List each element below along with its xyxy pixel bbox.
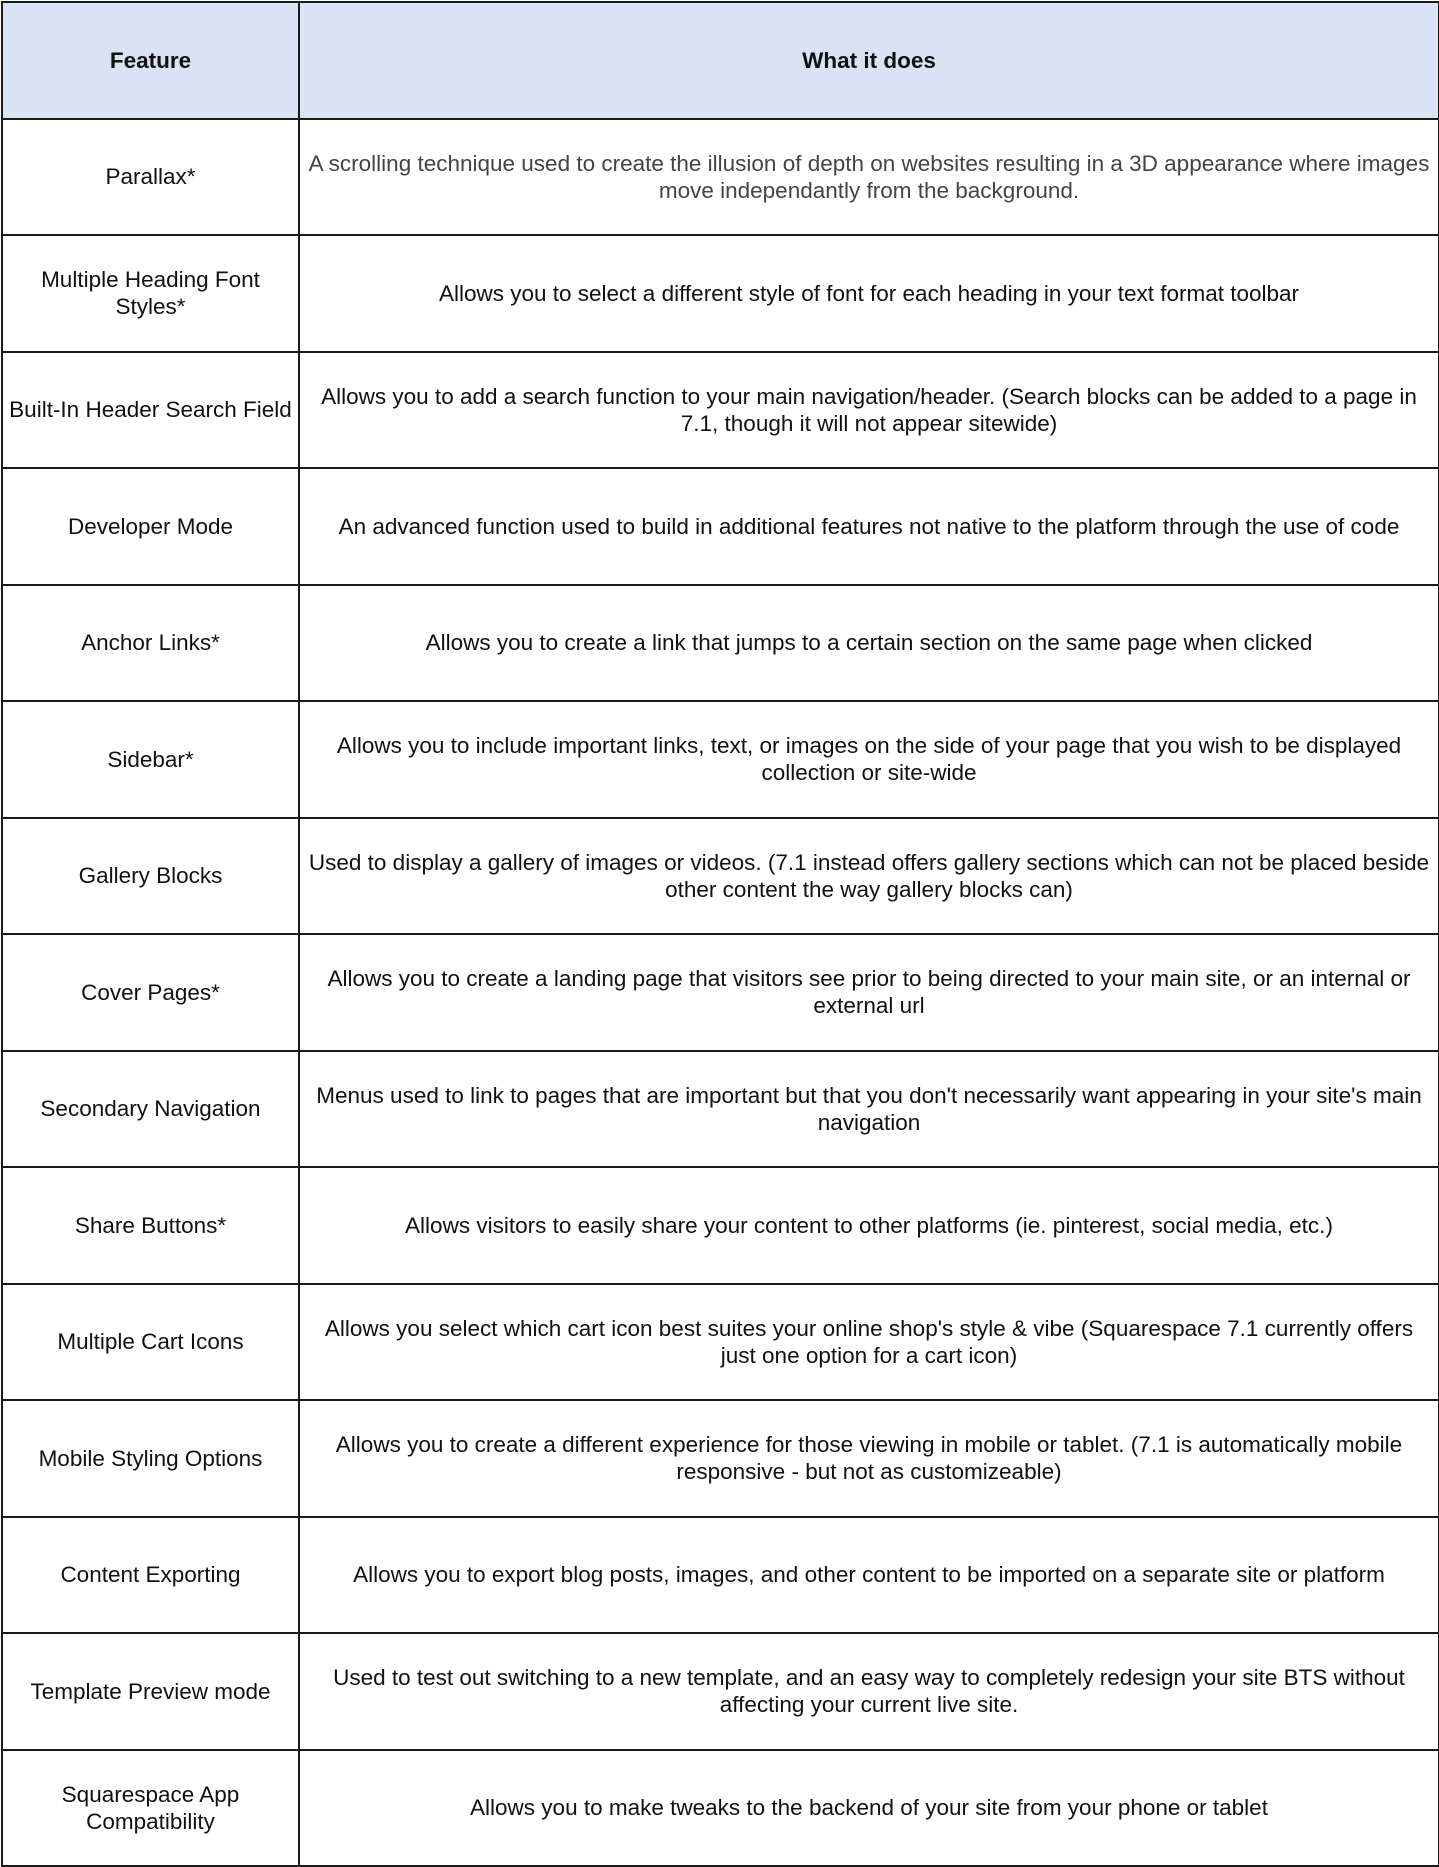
table-row: [2, 1167, 1439, 1284]
description-cell: Allows you select which cart icon best suites your online shop's style & vibe (Squarespace 7.1 currently offers just one option for a cart icon): [299, 1284, 1439, 1401]
table-row: [2, 352, 1439, 469]
table-row: [2, 119, 1439, 236]
feature-cell: Multiple Heading Font Styles*: [2, 235, 299, 352]
table-row: [2, 1750, 1439, 1867]
feature-cell: Anchor Links*: [2, 585, 299, 702]
description-cell: Used to display a gallery of images or videos. (7.1 instead offers gallery sections which can not be placed beside other content the way gallery blocks can): [299, 818, 1439, 935]
table-row: [2, 1051, 1439, 1168]
table-row: [2, 1517, 1439, 1634]
feature-cell: Squarespace App Compatibility: [2, 1750, 299, 1867]
header-what-it-does: What it does: [299, 2, 1439, 119]
description-cell: Allows you to select a different style of font for each heading in your text format toolbar: [299, 235, 1439, 352]
header-feature: Feature: [2, 2, 299, 119]
description-cell: A scrolling technique used to create the illusion of depth on websites resulting in a 3D appearance where images move independantly from the background.: [299, 119, 1439, 236]
description-cell: Allows you to add a search function to your main navigation/header. (Search blocks can be added to a page in 7.1, though it will not appear sitewide): [299, 352, 1439, 469]
table-row: [2, 934, 1439, 1051]
table-row: [2, 235, 1439, 352]
description-cell: Allows you to make tweaks to the backend of your site from your phone or tablet: [299, 1750, 1439, 1867]
table-row: [2, 1633, 1439, 1750]
feature-cell: Cover Pages*: [2, 934, 299, 1051]
table-row: [2, 701, 1439, 818]
feature-cell: Share Buttons*: [2, 1167, 299, 1284]
feature-cell: Multiple Cart Icons: [2, 1284, 299, 1401]
feature-cell: Parallax*: [2, 119, 299, 236]
feature-comparison-table: [1, 1, 1439, 1867]
feature-cell: Template Preview mode: [2, 1633, 299, 1750]
description-cell: Allows visitors to easily share your content to other platforms (ie. pinterest, social media, etc.): [299, 1167, 1439, 1284]
description-cell: Menus used to link to pages that are important but that you don't necessarily want appearing in your site's main navigation: [299, 1051, 1439, 1168]
description-cell: An advanced function used to build in additional features not native to the platform through the use of code: [299, 468, 1439, 585]
description-cell: Used to test out switching to a new template, and an easy way to completely redesign your site BTS without affecting your current live site.: [299, 1633, 1439, 1750]
feature-cell: Gallery Blocks: [2, 818, 299, 935]
feature-cell: Secondary Navigation: [2, 1051, 299, 1168]
table-row: [2, 468, 1439, 585]
description-cell: Allows you to include important links, text, or images on the side of your page that you wish to be displayed collection or site-wide: [299, 701, 1439, 818]
feature-cell: Content Exporting: [2, 1517, 299, 1634]
table-row: [2, 1284, 1439, 1401]
feature-cell: Built-In Header Search Field: [2, 352, 299, 469]
table-row: [2, 1400, 1439, 1517]
feature-cell: Mobile Styling Options: [2, 1400, 299, 1517]
description-cell: Allows you to create a different experience for those viewing in mobile or tablet. (7.1 is automatically mobile responsive - but not as customizeable): [299, 1400, 1439, 1517]
header-row: [2, 2, 1439, 119]
feature-cell: Sidebar*: [2, 701, 299, 818]
description-cell: Allows you to export blog posts, images, and other content to be imported on a separate site or platform: [299, 1517, 1439, 1634]
description-cell: Allows you to create a link that jumps to a certain section on the same page when clicked: [299, 585, 1439, 702]
description-cell: Allows you to create a landing page that visitors see prior to being directed to your main site, or an internal or external url: [299, 934, 1439, 1051]
table-row: [2, 818, 1439, 935]
feature-cell: Developer Mode: [2, 468, 299, 585]
table-row: [2, 585, 1439, 702]
